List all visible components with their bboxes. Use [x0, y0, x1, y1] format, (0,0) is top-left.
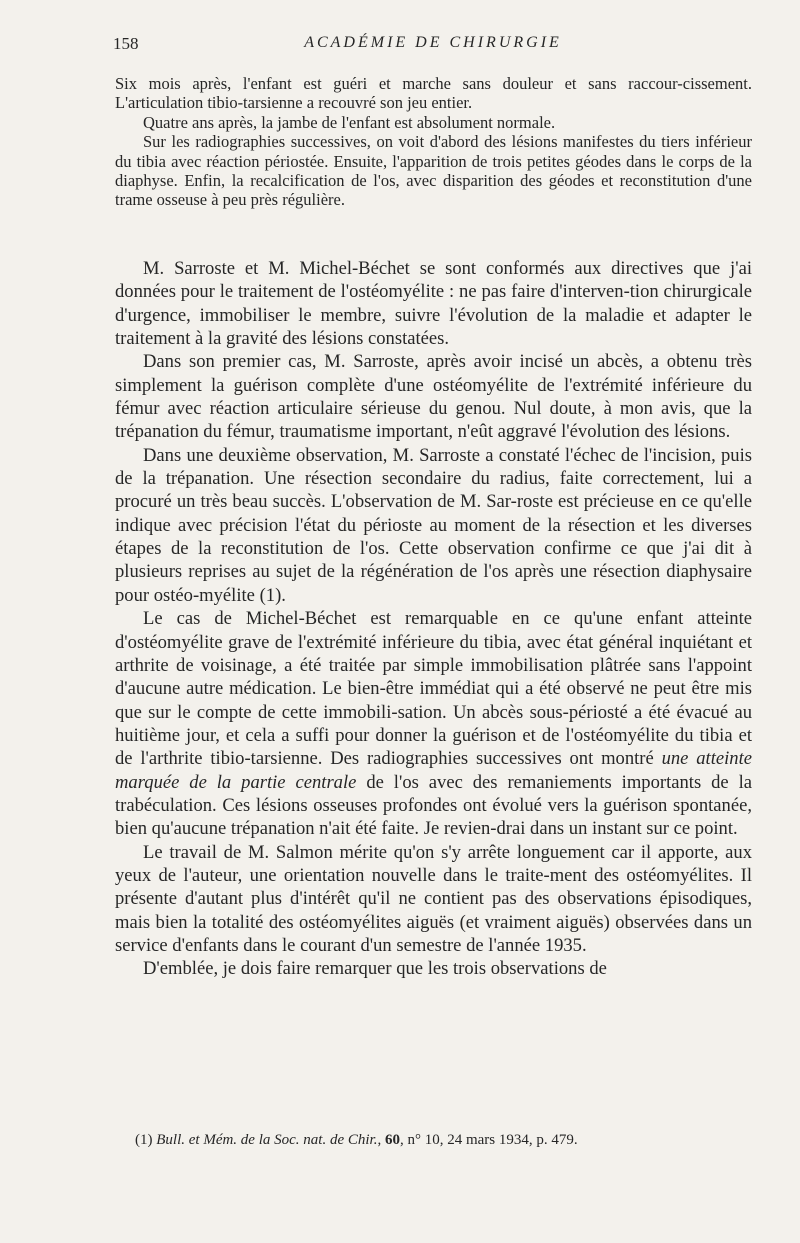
paragraph-sarroste-first-case: Dans son premier cas, M. Sarroste, après avoir incisé un abcès, a obtenu très simplement la guérison complète d'une ostéomyélite de l'extrémité inférieure du fémur avec réaction articulaire sérieuse du genou. Nul doute, à mon avis, que la trépanation du fémur, traumatisme important, n'eût aggravé l'évolution des lésions. — [115, 351, 752, 443]
footnote-marker: (1) — [135, 1132, 153, 1148]
footnote-journal: Bull. et Mém. de la Soc. nat. de Chir. — [156, 1132, 378, 1148]
michel-bechet-text-start: Le cas de Michel-Béchet est remarquable en ce qu'une enfant atteinte d'ostéomyélite grave de l'extrémité inférieure du tibia, avec état général inquiétant et arthrite de voisinage, a été traitée par simple immobilisation plâtrée sans l'appoint d'aucune autre médication. Le bien-être immédiat qui a été observé ne peut être mis que sur le compte de cette immobili-sation. Un abcès sous-périosté a été évacué au huitième jour, et cela a suffi pour donner la guérison et de l'ostéomyélite du tibia et de l'arthrite tibio-tarsienne. Des radiographies successives ont montré — [115, 608, 752, 770]
case-summary-line-2: Quatre ans après, la jambe de l'enfant est absolument normale. — [143, 112, 556, 132]
paragraph-sarroste-second-case: Dans une deuxième observation, M. Sarroste a constaté l'échec de l'incision, puis de la trépanation. Une résection secondaire du radius, faite correctement, lui a procuré un très beau succès. L'observation de M. Sar-roste est précieuse en ce qu'elle indique avec précision l'état du périoste au moment de la résection et les diverses étapes de la reconstitution de l'os. Cette observation confirme ce que j'ai dit à plusieurs reprises au sujet de la régénération de l'os après une résection diaphysaire pour ostéo-myélite (1). — [115, 444, 752, 606]
case-summary — [115, 74, 752, 210]
michel-bechet-text-end: de l'os avec des remaniements importants de la trabéculation. Ces lésions osseuses profondes ont évolué vers la guérison spontanée, bien qu'aucune trépanation n'ait été faite. Je revien-drai dans un instant sur ce point. — [115, 771, 753, 840]
main-text — [115, 257, 752, 981]
michel-bechet-italic-phrase: une atteinte marquée de la partie centrale — [115, 748, 753, 793]
paragraph-michel-bechet — [115, 607, 752, 840]
footnote: (1) Bull. et Mém. de la Soc. nat. de Chir., 60, n° 10, 24 mars 1934, p. 479. — [135, 1132, 578, 1148]
footnote-volume: 60 — [384, 1132, 400, 1148]
page-header — [113, 34, 753, 60]
paragraph-salmon: Le travail de M. Salmon mérite qu'on s'y arrête longuement car il apporte, aux yeux de l'auteur, une orientation nouvelle dans le traite-ment des ostéomyélites. Il présente d'autant plus d'intérêt qu'il ne contient pas des observations épisodiques, mais bien la totalité des ostéomyélites aiguës (et vraiment aiguës) observées dans un service d'enfants dans le courant d'un semestre de l'année 1935. — [115, 841, 752, 956]
page-number: 158 — [113, 34, 139, 53]
running-title: ACADÉMIE DE CHIRURGIE — [304, 34, 562, 51]
case-summary-line-3: Sur les radiographies successives, on voit d'abord des lésions manifestes du tiers inférieur du tibia avec réaction périostée. Ensuite, l'apparition de trois petites géodes dans le corps de la diaphyse. Enfin, la recalcification de l'os, avec disparition des géodes et reconstitution d'une trame osseuse à peu près régulière. — [115, 132, 752, 210]
paragraph-directives: M. Sarroste et M. Michel-Béchet se sont conformés aux directives que j'ai données pour le traitement de l'ostéomyélite : ne pas faire d'interven-tion chirurgicale d'urgence, immobiliser le membre, suivre l'évolution de la maladie et adapter le traitement à la gravité des lésions constatées. — [115, 258, 752, 350]
paragraph-conclusion-start: D'emblée, je dois faire remarquer que les trois observations de — [143, 958, 607, 980]
case-summary-line-1: Six mois après, l'enfant est guéri et marche sans douleur et sans raccour-cissement. L'articulation tibio-tarsienne a recouvré son jeu entier. — [115, 74, 752, 113]
footnote-details: , n° 10, 24 mars 1934, p. 479. — [399, 1132, 578, 1148]
